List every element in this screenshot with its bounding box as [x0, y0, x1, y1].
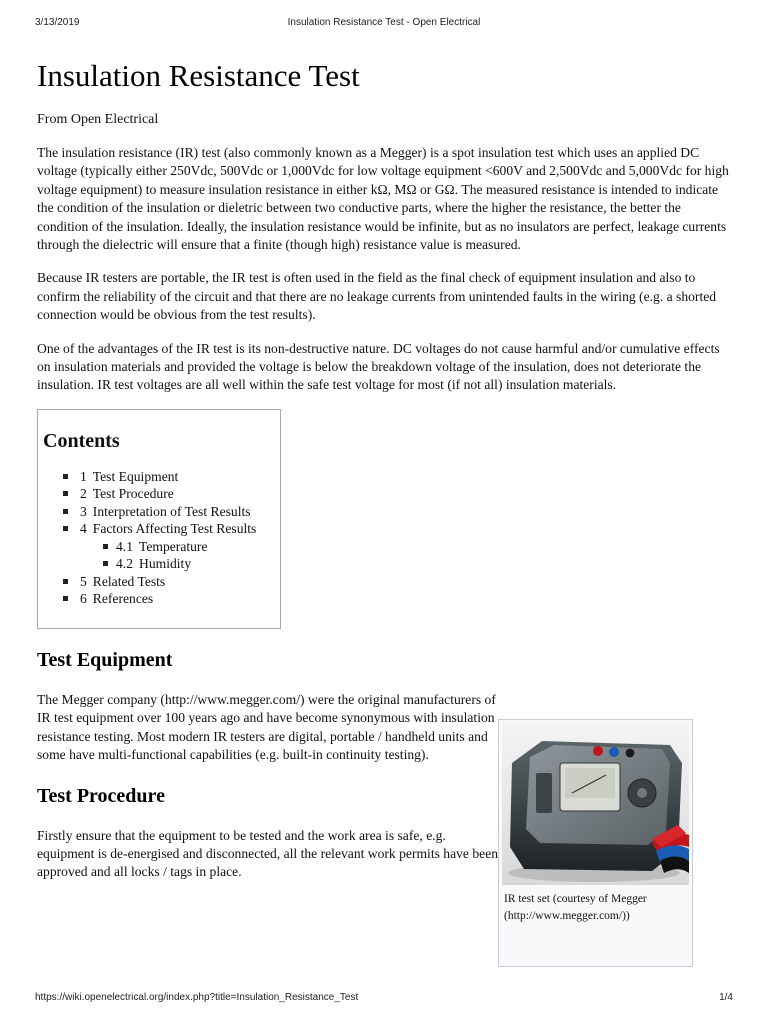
toc-item-references[interactable]	[43, 590, 275, 608]
toc-label: Humidity	[139, 556, 192, 572]
bullet-icon	[103, 561, 108, 566]
test-procedure-paragraph: Firstly ensure that the equipment to be tested and the work area is safe, e.g. equipment is de-energised and disconnected, all the relevant work permits have been approved and all locks / tags in place.	[37, 827, 499, 880]
megger-tester-illustration	[502, 723, 689, 885]
toc-number: 3	[80, 503, 87, 519]
bullet-icon	[103, 544, 108, 549]
advantages-paragraph: One of the advantages of the IR test is its non-destructive nature. DC voltages do not cause harmful and/or cumulative effects on insulation materials and provided the voltage is below the breakdown voltage of the insulation, does not deteriorate the insulation. IR test voltages are all well within the safe test voltage for most (if not all) insulation materials.	[37, 340, 720, 393]
figure-ir-test-set	[498, 719, 693, 967]
table-of-contents	[37, 409, 281, 629]
print-doc-title: Insulation Resistance Test - Open Electrical	[287, 17, 481, 28]
toc-label: Related Tests	[92, 573, 166, 589]
bullet-icon	[63, 526, 68, 531]
print-date: 3/13/2019	[35, 17, 80, 28]
figure-caption: IR test set (courtesy of Megger (http://www.megger.com/))	[504, 893, 647, 922]
ir-tester-photo	[502, 723, 689, 885]
print-header	[35, 17, 733, 31]
section-heading-test-procedure: Test Procedure	[37, 784, 165, 807]
bullet-icon	[63, 579, 68, 584]
toc-label: Test Equipment	[92, 468, 179, 484]
intro-paragraph: The insulation resistance (IR) test (also commonly known as a Megger) is a spot insulation test which uses an applied DC voltage (typically either 250Vdc, 500Vdc or 1,000Vdc for low voltage equipment <600V and 2,500Vdc and 5,000Vdc for high voltage equipment) to measure insulation resistance in either kΩ, MΩ or GΩ. The measured resistance is intended to indicate the condition of the insulation or dieletric between two conductive parts, where the higher the resistance, the better the condition of the insulation. Ideally, the insulation resistance would be infinite, but as no insulators are perfect, leakage currents through the dielectric will ensure that a finite (though high) resistance value is measured.	[37, 145, 729, 253]
portability-paragraph: Because IR testers are portable, the IR test is often used in the field as the final check of equipment insulation and also to confirm the reliability of the circuit and that there are no leakage currents from unintended faults in the wiring (e.g. a shorted connection would be obvious from the test results).	[37, 270, 717, 323]
test-equipment-paragraph: The Megger company (http://www.megger.com/) were the original manufacturers of IR test equipment over 100 years ago and have become synonymous with insulation resistance testing. Most modern IR testers are digital, portable / handheld units and some have multi-functional capabilities (e.g. built-in continuity testing).	[37, 691, 496, 763]
bullet-icon	[63, 509, 68, 514]
toc-number: 4.1	[116, 538, 133, 554]
site-subtitle: From Open Electrical	[37, 112, 159, 127]
toc-item-temperature[interactable]	[43, 538, 275, 556]
page-number: 1/4	[719, 992, 733, 1003]
toc-label: Temperature	[139, 538, 208, 554]
toc-label: References	[92, 591, 154, 607]
toc-list	[43, 468, 275, 608]
toc-number: 1	[80, 468, 87, 484]
toc-title: Contents	[43, 429, 120, 452]
print-url: https://wiki.openelectrical.org/index.php?title=Insulation_Resistance_Test	[35, 992, 359, 1003]
toc-label: Interpretation of Test Results	[92, 503, 251, 519]
toc-item-related-tests[interactable]	[43, 573, 275, 591]
section-heading-test-equipment: Test Equipment	[37, 648, 173, 671]
toc-number: 6	[80, 591, 87, 607]
toc-number: 4.2	[116, 556, 133, 572]
toc-item-test-equipment[interactable]	[43, 468, 275, 486]
bullet-icon	[63, 596, 68, 601]
bullet-icon	[63, 474, 68, 479]
toc-item-factors[interactable]	[43, 520, 275, 538]
toc-item-test-procedure[interactable]	[43, 485, 275, 503]
toc-number: 2	[80, 486, 87, 502]
bullet-icon	[63, 491, 68, 496]
toc-number: 4	[80, 521, 87, 537]
toc-number: 5	[80, 573, 87, 589]
toc-label: Factors Affecting Test Results	[92, 521, 257, 537]
toc-item-interpretation[interactable]	[43, 503, 275, 521]
page-title: Insulation Resistance Test	[37, 58, 360, 93]
toc-item-humidity[interactable]	[43, 555, 275, 573]
print-footer	[35, 992, 733, 1006]
toc-label: Test Procedure	[92, 486, 174, 502]
